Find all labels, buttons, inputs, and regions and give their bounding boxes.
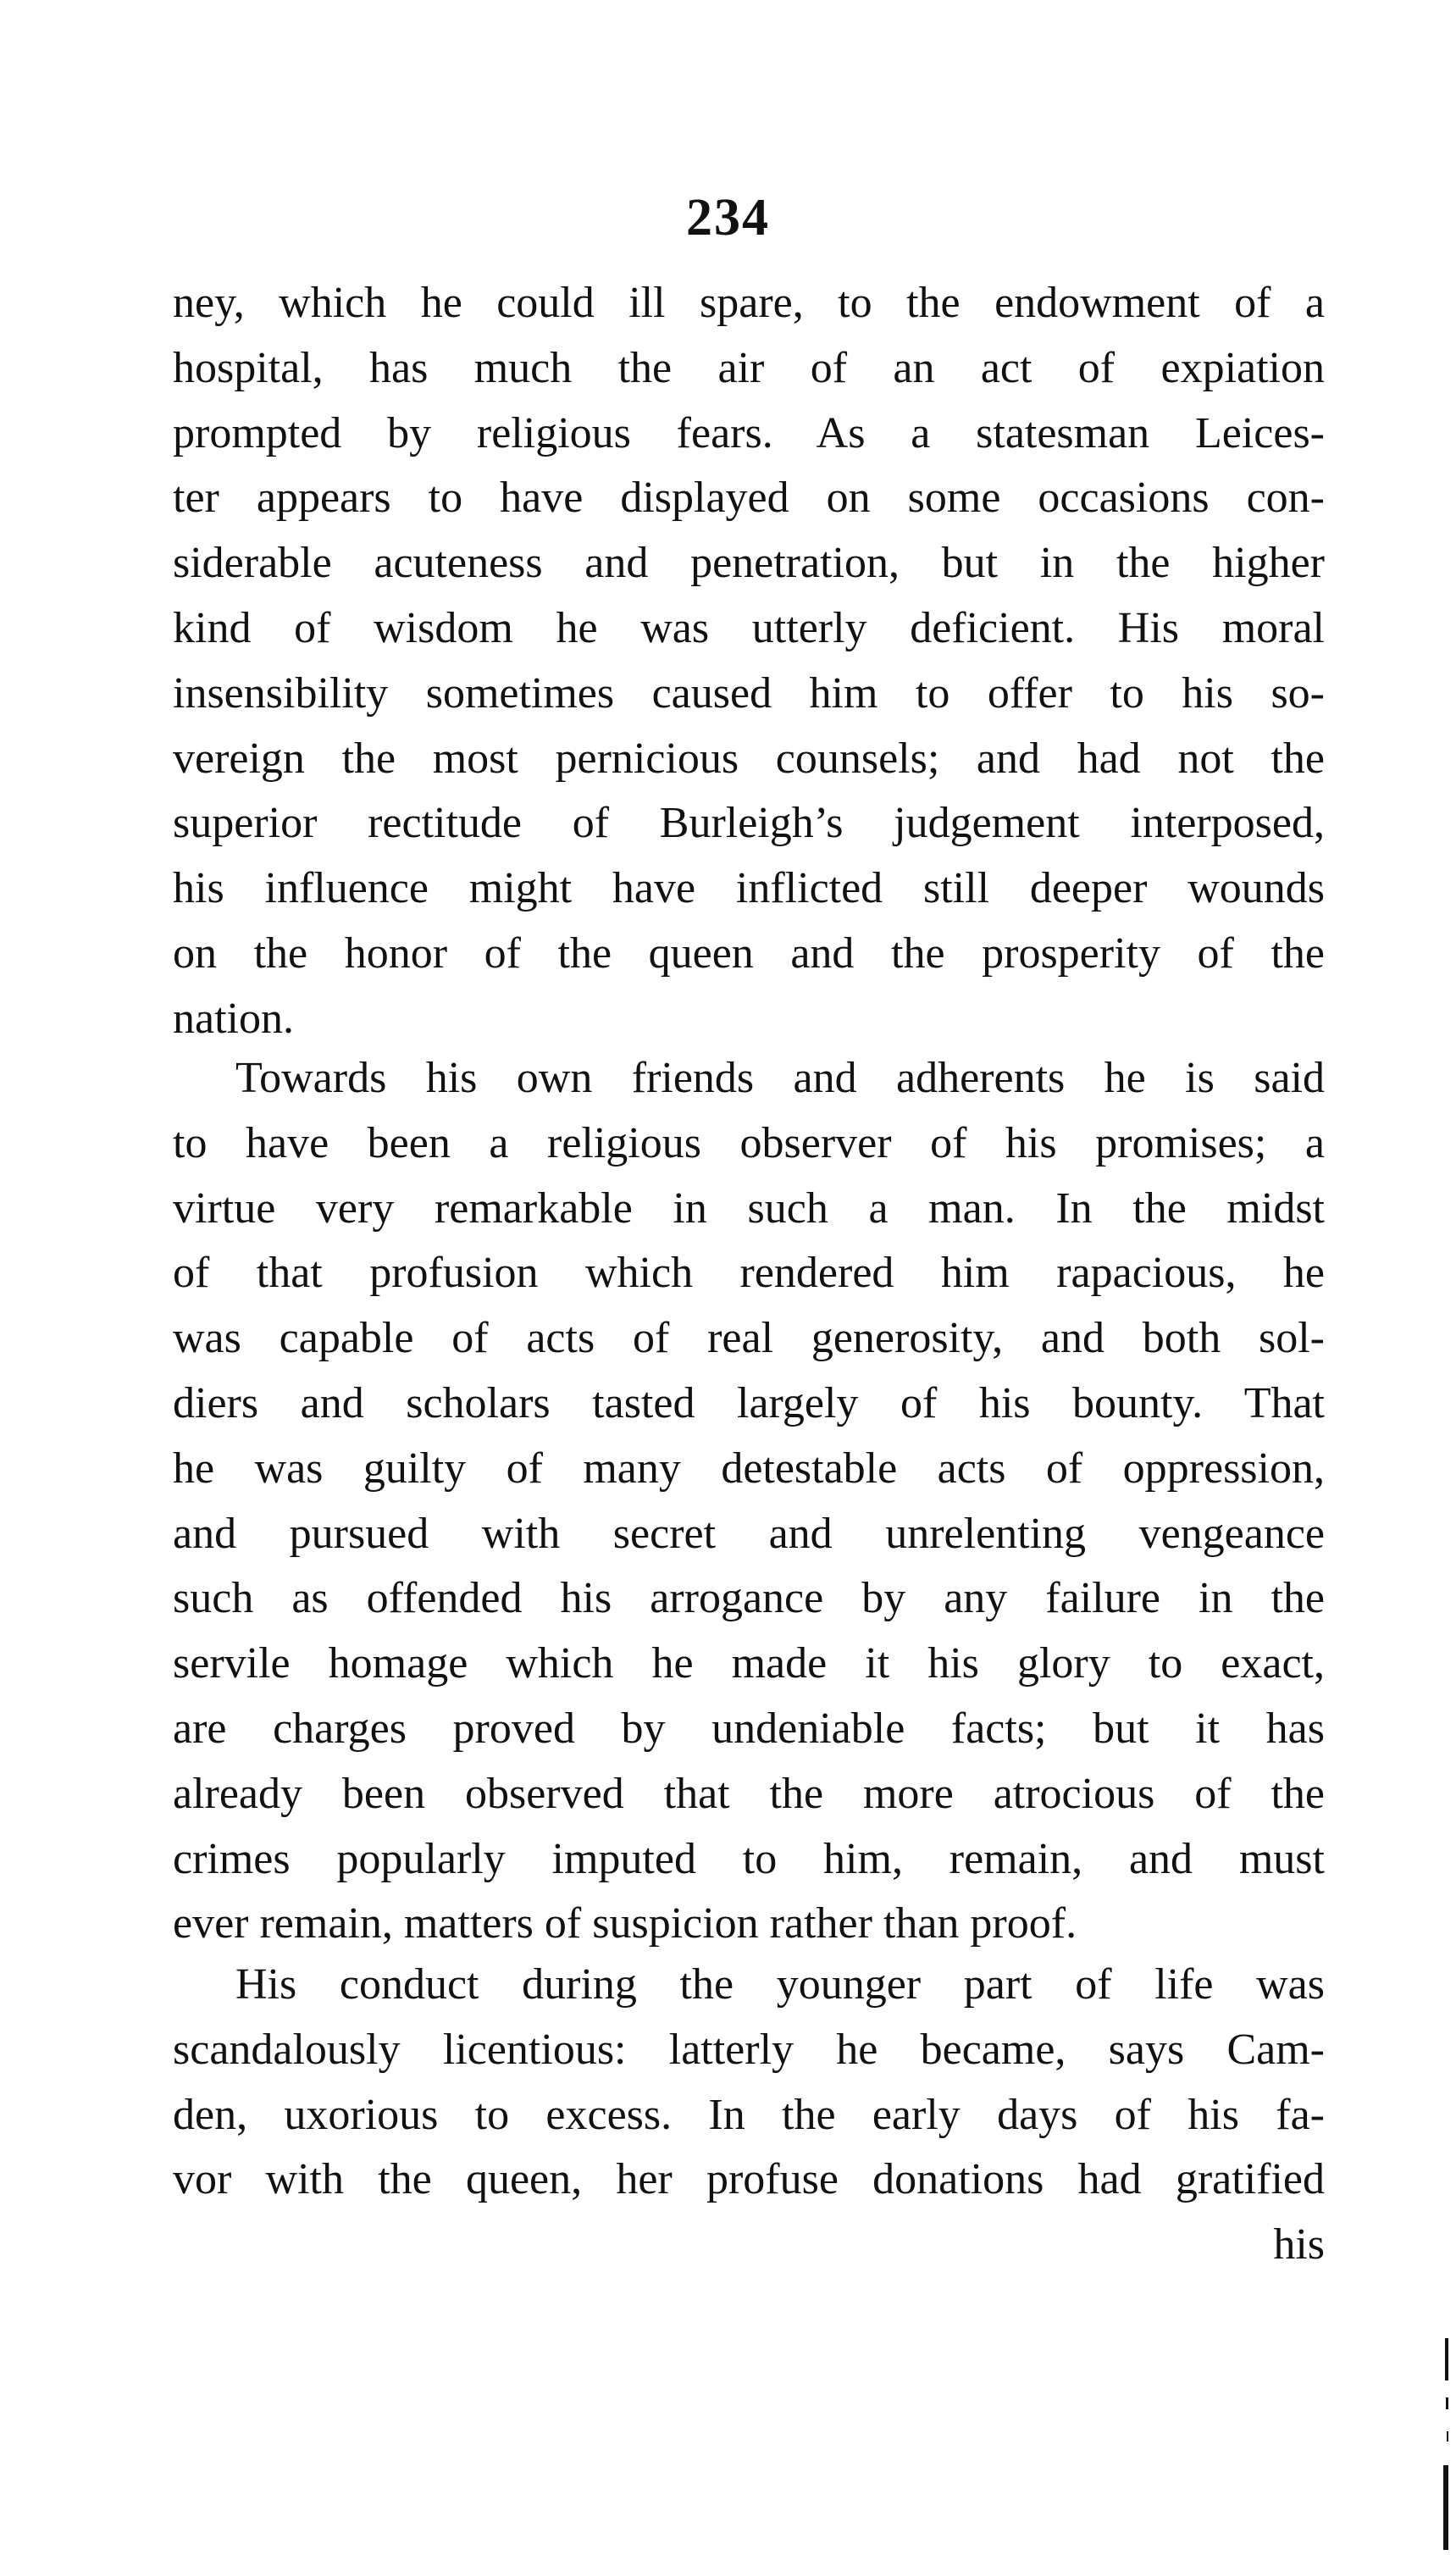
margin-mark (1445, 2338, 1448, 2380)
text-line: scandalously licentious: latterly he became, says Cam- (173, 2025, 1325, 2074)
text-line: he was guilty of many detestable acts of oppression, (173, 1444, 1325, 1493)
margin-mark (1447, 2431, 1448, 2441)
text-line: Towards his own friends and adherents he is said (235, 1054, 1325, 1102)
text-line: are charges proved by undeniable facts; but it has (173, 1704, 1325, 1753)
catchword: his (1273, 2220, 1325, 2270)
text-line: crimes popularly imputed to him, remain, and must (173, 1834, 1325, 1883)
text-line: vereign the most pernicious counsels; and had not the (173, 734, 1325, 783)
paragraph-1 (173, 271, 1325, 1052)
text-line: siderable acuteness and penetration, but in the higher (173, 539, 1325, 588)
page-number: 234 (686, 189, 770, 247)
text-line: his influence might have inflicted still deeper wounds (173, 864, 1325, 913)
text-line: was capable of acts of real generosity, and both sol- (173, 1314, 1325, 1363)
text-line: servile homage which he made it his glory to exact, (173, 1639, 1325, 1688)
text-line: den, uxorious to excess. In the early days of his fa- (173, 2090, 1325, 2139)
text-line: kind of wisdom he was utterly deficient. His moral (173, 603, 1325, 652)
text-line: insensibility sometimes caused him to offer to his so- (173, 668, 1325, 718)
text-line: ter appears to have displayed on some occasions con- (173, 474, 1325, 523)
text-line: ney, which he could ill spare, to the endowment of a (173, 279, 1325, 327)
text-line: hospital, has much the air of an act of expiation (173, 343, 1325, 392)
text-line: such as offended his arrogance by any failure in the (173, 1574, 1325, 1623)
text-line: of that profusion which rendered him rapacious, he (173, 1249, 1325, 1298)
text-line: virtue very remarkable in such a man. In the midst (173, 1183, 1325, 1233)
text-line: on the honor of the queen and the prosperity of the (173, 928, 1325, 978)
text-line: vor with the queen, her profuse donations had gratified (173, 2155, 1325, 2204)
paragraph-2 (173, 1046, 1325, 1957)
text-line: to have been a religious observer of his promises; a (173, 1118, 1325, 1167)
text-line: prompted by religious fears. As a statesman Leices- (173, 408, 1325, 457)
text-line: diers and scholars tasted largely of his bounty. That (173, 1378, 1325, 1427)
paragraph-3 (173, 1953, 1325, 2278)
text-line: already been observed that the more atrocious of the (173, 1769, 1325, 1818)
text-line: nation. (173, 994, 294, 1043)
margin-mark (1443, 2465, 1448, 2550)
margin-mark (1446, 2397, 1448, 2409)
text-line: ever remain, matters of suspicion rather than proof. (173, 1899, 1077, 1948)
text-line: and pursued with secret and unrelenting vengeance (173, 1509, 1325, 1558)
text-line: superior rectitude of Burleigh’s judgement interposed, (173, 799, 1325, 848)
text-line: His conduct during the younger part of life was (235, 1960, 1325, 2009)
